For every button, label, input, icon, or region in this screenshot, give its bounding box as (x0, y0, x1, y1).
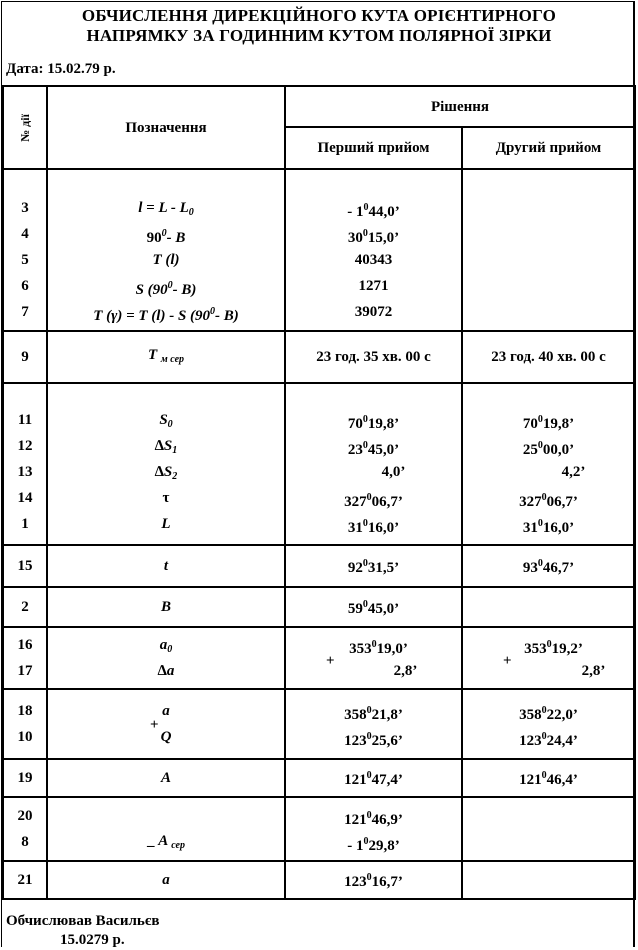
row-num: 6 (21, 278, 29, 294)
row-num: 21 (3, 861, 47, 899)
value-second: $358^022,0$’ (519, 705, 578, 723)
value-second: $31^016,0$’ (522, 518, 575, 536)
designation: $S_0$ (159, 412, 173, 430)
table-row (3, 861, 635, 899)
row-num: 10 (17, 729, 33, 745)
value-second: $93^046,7$’ (462, 545, 635, 587)
value-first: - $1^044,0$’ (347, 202, 400, 220)
table-row (3, 545, 635, 587)
row-num: 9 (3, 331, 47, 383)
row-num: 5 (21, 252, 29, 268)
designation: ∆a (157, 663, 175, 679)
value-first: $121^046,9$’ (344, 810, 403, 828)
signature-date: 15.0279 р. (60, 932, 125, 948)
row-num: 13 (17, 464, 33, 480)
value-first: $23^045,0$’ (347, 440, 400, 458)
header-second-pass: Другий прийом (462, 127, 635, 169)
row-num: 1 (21, 516, 29, 532)
title-line-1: ОБЧИСЛЕННЯ ДИРЕКЦІЙНОГО КУТА ОРІЄНТИРНОГО (81, 6, 557, 25)
row-num: 7 (21, 304, 29, 320)
value-first: $327^006,7$’ (344, 492, 403, 510)
table-row (3, 587, 635, 627)
designation: τ (162, 490, 170, 506)
designation: a (47, 861, 285, 899)
value-first: $358^021,8$’ (344, 705, 403, 723)
value-first: $31^016,0$’ (347, 518, 400, 536)
table-row (3, 759, 635, 797)
document-title (0, 6, 638, 46)
table-row (3, 383, 635, 545)
designation: T (l) (152, 252, 180, 268)
value-first: $92^031,5$’ (285, 545, 462, 587)
designation: $\Delta S_1$ (154, 438, 178, 456)
designation: $\Delta S_2$ (154, 464, 178, 482)
table-row (3, 797, 635, 861)
table-row (3, 627, 635, 689)
value-second: $327^006,7$’ (519, 492, 578, 510)
row-num: 17 (17, 663, 33, 679)
row-num: 14 (17, 490, 33, 506)
value-first: 23 год. 35 хв. 00 с (285, 331, 462, 383)
value-second: $25^000,0$’ (522, 440, 575, 458)
designation: T $_{м сер}$ (47, 331, 285, 383)
value-first: 4,0’ (381, 464, 406, 480)
row-num: 2 (3, 587, 47, 627)
value-first: $121^047,4$’ (285, 759, 462, 797)
header-num: № дії (3, 86, 47, 169)
row-num: 20 (17, 808, 33, 824)
value-second: $70^019,8$’ (522, 414, 575, 432)
designation: Q (160, 729, 172, 745)
designation: S ($90^0-$ B) (135, 280, 197, 298)
row-num: 19 (3, 759, 47, 797)
value-second: $121^046,4$’ (462, 759, 635, 797)
header-first-pass: Перший прийом (285, 127, 462, 169)
row-num: 11 (17, 412, 33, 428)
designation: T (γ) = T (l) - S ($90^0-$ B) (93, 306, 239, 324)
header-designation: Позначення (47, 86, 285, 169)
table-row (3, 169, 635, 331)
designation: $a_0$ (159, 637, 173, 655)
plus-sign: + (503, 653, 512, 669)
row-num: 15 (3, 545, 47, 587)
designation: B (47, 587, 285, 627)
designation: L (161, 516, 171, 532)
row-num: 16 (17, 637, 33, 653)
row-num: 12 (17, 438, 33, 454)
table-row (3, 331, 635, 383)
row-num: 8 (21, 834, 29, 850)
value-first: $30^015,0$’ (347, 228, 400, 246)
designation: $90^0-$ B (146, 228, 186, 246)
designation: t (47, 545, 285, 587)
value-first: $123^016,7$’ (285, 861, 462, 899)
value-second: $353^019,2$’ (524, 639, 583, 657)
value-first: $123^025,6$’ (344, 731, 403, 749)
plus-sign: + (150, 717, 159, 733)
header-solution: Рішення (285, 86, 635, 127)
title-line-2: НАПРЯМКУ ЗА ГОДИННИМ КУТОМ ПОЛЯРНОЇ ЗІРКИ (86, 26, 552, 45)
value-first: 40343 (354, 252, 393, 268)
value-second: $123^024,4$’ (519, 731, 578, 749)
designation: a (162, 703, 170, 719)
row-num: 4 (21, 226, 29, 242)
value-first: 39072 (354, 304, 393, 320)
designation: _ A $_{сер}$ (147, 833, 185, 851)
signature-name: Обчислював Васильєв (6, 913, 160, 929)
designation: A (47, 759, 285, 797)
row-num: 3 (21, 200, 29, 216)
value-first: $353^019,0$’ (349, 639, 408, 657)
value-first: 2,8’ (393, 663, 418, 679)
document-date: Дата: 15.02.79 р. (6, 61, 116, 77)
value-first: $59^045,0$’ (285, 587, 462, 627)
value-second: 2,8’ (581, 663, 606, 679)
value-first: - $1^029,8$’ (347, 836, 400, 854)
calculation-table (2, 85, 636, 900)
value-first: 1271 (358, 278, 389, 294)
designation: $l = L - L_0$ (138, 200, 194, 218)
row-num: 18 (17, 703, 33, 719)
plus-sign: + (326, 653, 335, 669)
table-row (3, 689, 635, 759)
value-second: 4,2’ (561, 464, 586, 480)
value-second: 23 год. 40 хв. 00 с (462, 331, 635, 383)
value-first: $70^019,8$’ (347, 414, 400, 432)
